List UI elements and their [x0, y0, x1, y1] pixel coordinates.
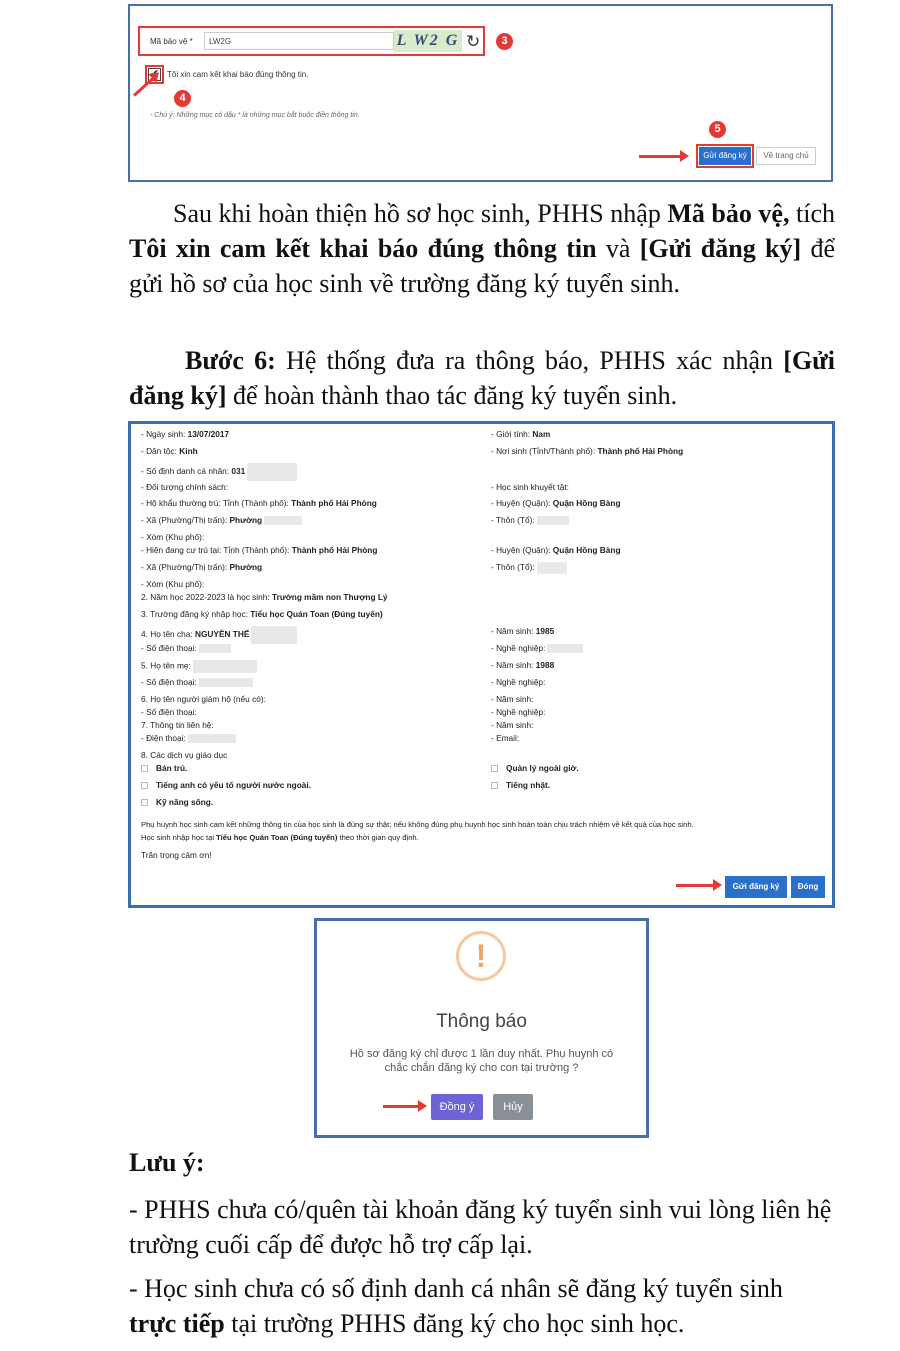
household-ward-row: - Xã (Phường/Thị trấn): Phường: [141, 515, 302, 525]
redacted-block: [193, 660, 257, 673]
step-badge: 4: [174, 90, 191, 107]
submit-button[interactable]: Gửi đăng ký: [699, 147, 751, 165]
residence-ward-row: - Xã (Phường/Thị trấn): Phường: [141, 562, 263, 572]
confirm-dialog: [314, 918, 649, 1138]
father-name-row: 4. Họ tên cha: NGUYỄN THẾ: [141, 626, 297, 644]
commit-statement: Phụ huynh học sinh cam kết những thông tin của học sinh là đúng sự thật; nếu không đúng phụ huynh học sinh hoàn toàn chịu trách nhiệm về kết quả của học sinh.: [141, 820, 694, 829]
policy-row: - Đối tượng chính sách:: [141, 482, 229, 492]
dialog-title: Thông báo: [436, 1011, 527, 1032]
household-district-row: - Huyện (Quận): Quận Hồng Bàng: [491, 498, 621, 508]
email-row: - Email:: [491, 733, 520, 743]
service-option[interactable]: Kỹ năng sống.: [141, 797, 213, 807]
redacted-block: [199, 678, 253, 687]
father-birthyear-row: - Năm sinh: 1985: [491, 626, 555, 636]
enroll-statement: Học sinh nhập học tại Tiểu học Quán Toan (Đúng tuyến) theo thời gian quy định.: [141, 833, 419, 842]
residence-hamlet-row: - Xóm (Khu phố):: [141, 579, 205, 589]
gender-row: - Giới tính: Nam: [491, 429, 551, 439]
bold-text: [Gửi đăng ký]: [129, 346, 835, 410]
residence-district-row: - Huyện (Quận): Quận Hồng Bàng: [491, 545, 621, 555]
mother-birthyear-row: - Năm sinh: 1988: [491, 660, 555, 670]
refresh-icon[interactable]: ↻: [466, 32, 481, 51]
redacted-block: [264, 516, 302, 525]
commit-label: Tôi xin cam kết khai báo đúng thông tin.: [167, 70, 309, 79]
mother-phone-row: - Số điện thoại:: [141, 677, 253, 687]
arrow-icon: [639, 155, 681, 158]
text: để hoàn thành thao tác đăng ký tuyển sinh.: [226, 381, 678, 410]
household-group-row: - Thôn (Tổ):: [491, 515, 569, 525]
contact-phone-row: - Điện thoại:: [141, 733, 236, 743]
note-item: - PHHS chưa có/quên tài khoản đăng ký tuyển sinh vui lòng liên hệ trường cuối cấp để được hỗ trợ cấp lại.: [129, 1195, 832, 1259]
father-job-row: - Nghề nghiệp:: [491, 643, 583, 653]
confirm-form-screenshot: [128, 421, 835, 908]
services-heading: 8. Các dịch vụ giáo dục: [141, 750, 228, 760]
service-checkbox[interactable]: [141, 782, 148, 789]
captcha-field-group: [138, 26, 485, 56]
contact-info-row: 7. Thông tin liên hệ:: [141, 720, 214, 730]
service-option[interactable]: Tiếng anh có yếu tố người nước ngoài.: [141, 780, 311, 790]
arrow-icon: [676, 884, 714, 887]
warning-icon: !: [456, 931, 506, 981]
text: và: [596, 234, 640, 263]
captcha-input[interactable]: [204, 32, 394, 50]
redacted-block: [199, 644, 231, 653]
service-option[interactable]: Quản lý ngoài giờ.: [491, 763, 579, 773]
enroll-school-row: 3. Trường đăng ký nhập học: Tiểu học Quán Toan (Đúng tuyến): [141, 609, 383, 619]
mother-job-row: - Nghề nghiệp:: [491, 677, 546, 687]
step-heading: Bước 6:: [185, 346, 276, 375]
close-button[interactable]: Đóng: [791, 876, 825, 898]
step6-paragraph: [129, 343, 835, 413]
service-option[interactable]: Bán trú.: [141, 763, 187, 773]
bold-text: [Gửi đăng ký]: [639, 234, 802, 263]
redacted-block: [188, 734, 236, 743]
dialog-message: Hồ sơ đăng ký chỉ được 1 lần duy nhất. Phụ huynh có chắc chắn đăng ký cho con tại trường ?: [349, 1048, 614, 1074]
arrow-icon: [133, 77, 154, 97]
guardian-phone-row: - Số điện thoại:: [141, 707, 197, 717]
father-phone-row: - Số điện thoại:: [141, 643, 231, 653]
home-button[interactable]: Về trang chủ: [756, 147, 816, 165]
redacted-block: [537, 562, 567, 574]
submit-button[interactable]: Gửi đăng ký: [725, 876, 787, 898]
text: tích: [789, 199, 835, 228]
service-checkbox[interactable]: [491, 782, 498, 789]
household-province-row: - Hộ khẩu thường trú: Tỉnh (Thành phố): Thành phố Hải Phòng: [141, 498, 377, 508]
confirm-button[interactable]: Đồng ý: [431, 1094, 483, 1120]
thanks-text: Trân trọng cảm ơn!: [141, 850, 212, 860]
captcha-image: L W2 G: [394, 30, 462, 52]
arrow-icon: [383, 1105, 419, 1108]
guardian-name-row: 6. Họ tên người giám hộ (nếu có):: [141, 694, 266, 704]
text: để gửi hồ sơ của học sinh về trường đăng ký tuyển sinh.: [129, 234, 835, 298]
required-note: - Chú ý: Những mục có dấu * là những mục bắt buộc điền thông tin.: [150, 112, 360, 119]
guardian-job-row: - Nghề nghiệp:: [491, 707, 546, 717]
redacted-block: [247, 463, 297, 481]
cancel-button[interactable]: Hủy: [493, 1094, 533, 1120]
contact-birthyear-row: - Năm sinh:: [491, 720, 534, 730]
text: Hệ thống đưa ra thông báo, PHHS xác nhận: [275, 346, 784, 375]
note-heading: Lưu ý:: [129, 1148, 205, 1177]
school-year-row: 2. Năm học 2022-2023 là học sinh: Trường mầm non Thượng Lý: [141, 592, 388, 602]
service-option[interactable]: Tiếng nhật.: [491, 780, 550, 790]
redacted-block: [547, 644, 583, 653]
step-badge: 3: [496, 33, 513, 50]
captcha-screenshot: [128, 4, 833, 182]
redacted-block: [537, 516, 569, 525]
household-hamlet-row: - Xóm (Khu phố):: [141, 532, 205, 542]
guardian-birthyear-row: - Năm sinh:: [491, 694, 534, 704]
birthplace-row: - Nơi sinh (Tỉnh/Thành phố): Thành phố Hải Phòng: [491, 446, 684, 456]
step-badge: 5: [709, 121, 726, 138]
captcha-label: Mã bảo vệ *: [150, 37, 193, 46]
service-checkbox[interactable]: [141, 799, 148, 806]
disability-row: - Học sinh khuyết tật:: [491, 482, 569, 492]
birthdate-row: - Ngày sinh: 13/07/2017: [141, 429, 230, 439]
note-item: - Học sinh chưa có số định danh cá nhân sẽ đăng ký tuyển sinh trực tiếp tại trường PHHS đăng ký cho học sinh học.: [129, 1274, 783, 1338]
redacted-block: [251, 626, 297, 644]
bold-text: Mã bảo vệ,: [667, 199, 790, 228]
bold-text: Tôi xin cam kết khai báo đúng thông tin: [129, 234, 597, 263]
service-checkbox[interactable]: [491, 765, 498, 772]
id-row: - Số định danh cá nhân: 031: [141, 463, 297, 481]
ethnicity-row: - Dân tộc: Kinh: [141, 446, 198, 456]
residence-group-row: - Thôn (Tổ):: [491, 562, 567, 574]
text: Sau khi hoàn thiện hồ sơ học sinh, PHHS nhập: [173, 199, 668, 228]
mother-name-row: 5. Họ tên mẹ:: [141, 660, 257, 673]
residence-province-row: - Hiện đang cư trú tại: Tỉnh (Thành phố): Thành phố Hải Phòng: [141, 545, 378, 555]
instruction-paragraph: [129, 196, 835, 301]
service-checkbox[interactable]: [141, 765, 148, 772]
